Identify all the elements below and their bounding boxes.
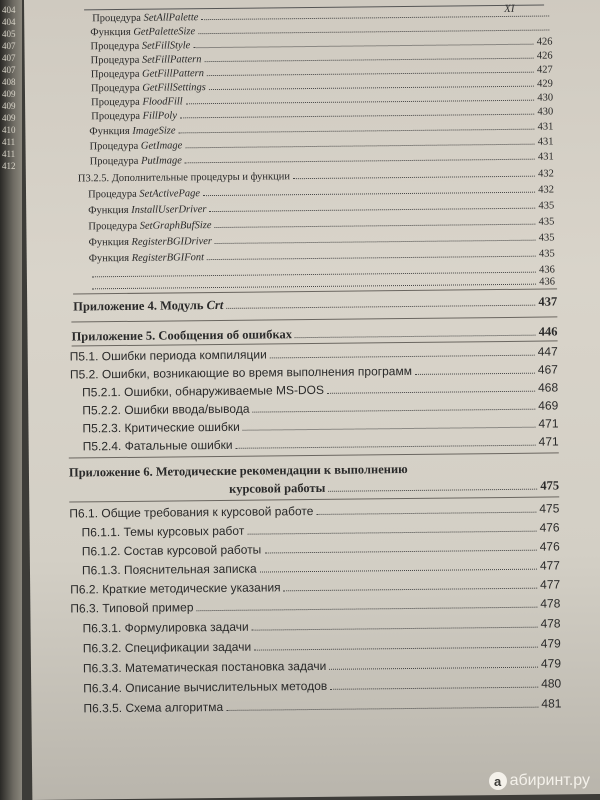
toc-entry: Функция RegisterBGIDriver 435: [88, 232, 555, 249]
section-rule: [69, 452, 559, 458]
spine-number: 404: [2, 17, 16, 27]
spine-number: 410: [2, 125, 16, 135]
toc-entry: П6.3. Типовой пример 478: [70, 596, 561, 616]
spine-number: 407: [2, 41, 16, 51]
toc-entry: Процедура PutImage 431: [89, 151, 554, 168]
spine-number: 404: [2, 5, 16, 15]
spine-number: 407: [2, 65, 16, 75]
toc-entry: 436: [89, 276, 555, 292]
toc-entry: П6.3.2. Спецификации задачи 479: [82, 636, 561, 656]
toc-entry: Функция GetPaletteSize: [90, 22, 552, 38]
spine-page-numbers: [2, 4, 20, 172]
section-rule: [71, 316, 557, 322]
spine-number: 408: [2, 77, 16, 87]
toc-entry: П6.2. Краткие методические указания 477: [70, 577, 561, 597]
spine-number: 411: [2, 137, 16, 147]
toc-appendix-heading: курсовой работы 475: [229, 478, 560, 496]
toc-entry: Процедура GetFillPattern 427: [90, 64, 553, 81]
roman-page-number: XI: [504, 2, 515, 15]
toc-entry: Процедура SetFillStyle 426: [90, 36, 553, 53]
toc-entry: П6.1.1. Темы курсовых работ 476: [81, 520, 560, 540]
toc-entry: П5.2.4. Фатальные ошибки 471: [82, 434, 559, 454]
toc-entry: П6.3.4. Описание вычислительных методов 480: [83, 676, 562, 696]
toc-entry: П5.1. Ошибки периода компиляции 447: [69, 344, 558, 364]
toc-entry: П6.3.3. Математическая постановка задачи 479: [82, 656, 562, 676]
toc-entry: Процедура SetActivePage 432: [87, 184, 555, 201]
spine-number: 405: [2, 29, 16, 39]
toc-entry: Функция InstallUserDriver 435: [88, 200, 555, 217]
toc-entry: П5.2.3. Критические ошибки 471: [82, 416, 559, 436]
toc-entry: П6.1.3. Пояснительная записка 477: [81, 558, 561, 578]
toc-entry: Процедура GetImage 431: [89, 136, 554, 153]
toc-entry: Процедура SetAllPalette: [92, 8, 552, 24]
toc-entry: П3.2.5. Дополнительные процедуры и функции 432: [77, 168, 554, 185]
toc-entry: Функция ImageSize 431: [89, 121, 554, 138]
toc-entry: П6.1.2. Состав курсовой работы 476: [81, 539, 560, 559]
toc-entry: Процедура FillPoly 430: [91, 106, 554, 123]
toc-appendix-heading: Приложение 6. Методические рекомендации к выполнению: [68, 462, 408, 480]
toc-appendix-heading: Приложение 5. Сообщения об ошибках 446: [71, 324, 558, 344]
watermark-text: абиринт.ру: [509, 772, 590, 789]
toc-entry: П6.1. Общие требования к курсовой работе 475: [69, 501, 560, 521]
spine-number: 409: [2, 101, 16, 111]
toc-entry: Функция RegisterBGIFont 435: [88, 248, 555, 265]
toc-entry: Процедура GetFillSettings 429: [90, 78, 553, 95]
toc-entry: П5.2. Ошибки, возникающие во время выполнения программ 467: [69, 362, 558, 382]
site-watermark: [489, 772, 590, 790]
toc-entry: 436: [89, 264, 555, 280]
toc-entry: Процедура SetFillPattern 426: [90, 50, 553, 67]
spine-number: 409: [2, 89, 16, 99]
book-spine: [0, 0, 22, 800]
toc-entry: Процедура FloodFill 430: [91, 92, 554, 109]
spine-number: 407: [2, 53, 16, 63]
labirint-logo-icon: а: [489, 772, 507, 790]
toc-entry: П5.2.2. Ошибки ввода/вывода 469: [82, 398, 559, 418]
toc-appendix-heading: Приложение 4. Модуль Crt 437: [73, 294, 558, 314]
toc-entry: П6.3.1. Формулировка задачи 478: [82, 616, 561, 636]
book-page: [24, 0, 600, 800]
toc-entry: Процедура SetGraphBufSize 435: [88, 216, 555, 233]
toc-entry: П5.2.1. Ошибки, обнаруживаемые MS-DOS 468: [82, 380, 559, 400]
spine-number: 412: [2, 161, 16, 171]
toc-entry: П6.3.5. Схема алгоритма 481: [83, 696, 562, 716]
spine-number: 409: [2, 113, 16, 123]
spine-number: 411: [2, 149, 16, 159]
